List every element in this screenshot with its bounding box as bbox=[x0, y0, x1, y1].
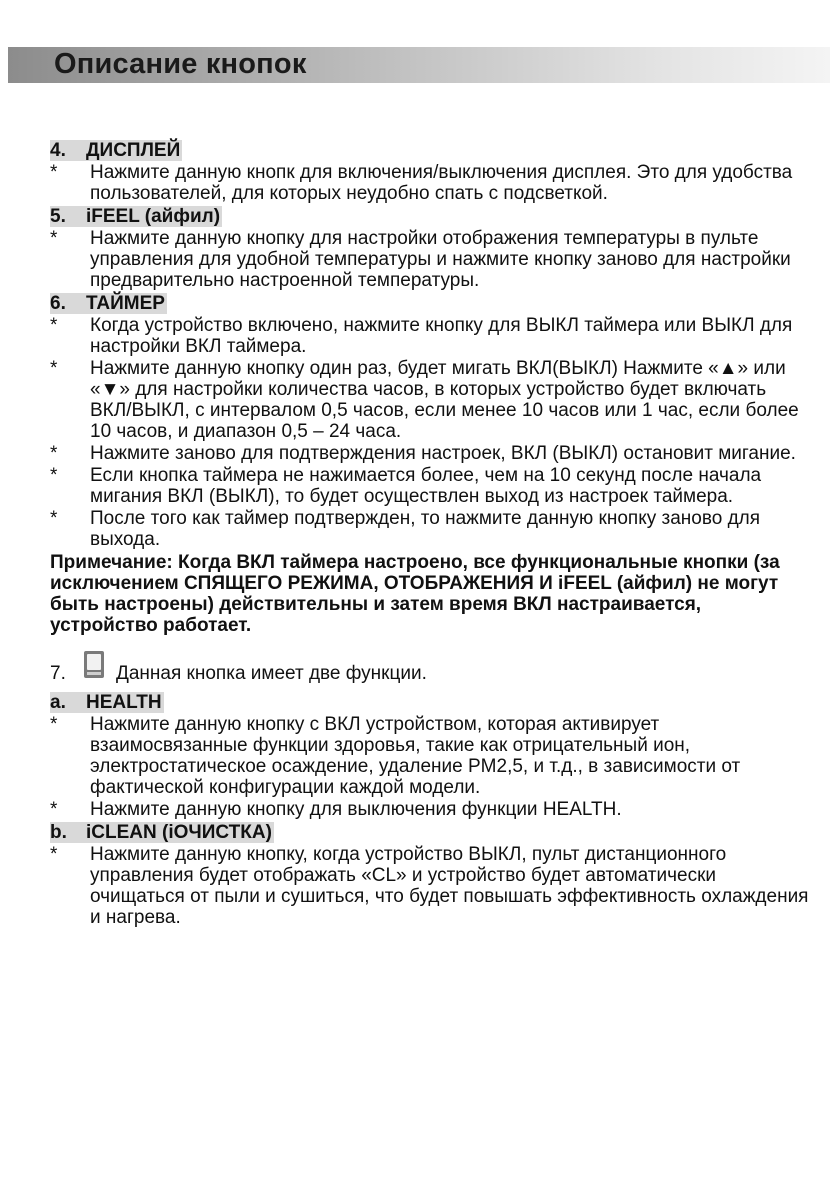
list-item bbox=[50, 228, 810, 291]
list-item bbox=[50, 162, 810, 204]
list-item-text: Когда устройство включено, нажмите кнопку для ВЫКЛ таймера или ВЫКЛ для настройки ВКЛ таймера. bbox=[90, 315, 793, 357]
list-item-text: Нажмите данную кнопку для выключения функции HEALTH. bbox=[90, 799, 622, 820]
page-header-bar bbox=[8, 47, 830, 83]
remote-button-icon bbox=[82, 650, 106, 680]
section-iclean bbox=[50, 822, 810, 928]
item-number: 7. bbox=[50, 663, 66, 684]
list-item bbox=[50, 844, 810, 928]
bullet-star: * bbox=[50, 315, 58, 336]
bullet-star: * bbox=[50, 714, 58, 735]
list-item bbox=[50, 799, 810, 820]
section-ifeel bbox=[50, 206, 810, 291]
section-title: ДИСПЛЕЙ bbox=[86, 140, 181, 161]
item-7 bbox=[50, 654, 810, 684]
section-heading bbox=[50, 293, 167, 314]
page-title: Описание кнопок bbox=[54, 48, 307, 80]
section-number: 6. bbox=[50, 293, 66, 314]
section-display bbox=[50, 140, 810, 204]
section-title: ТАЙМЕР bbox=[86, 293, 165, 314]
timer-note: Примечание: Когда ВКЛ таймера настроено, все функциональные кнопки (за исключением СПЯЩЕГО РЕЖИМА, ОТОБРАЖЕНИЯ И iFEEL (айфил) не могут быть настроены) действительны и затем время ВКЛ настраивается, устройство работает. bbox=[50, 552, 780, 636]
bullet-star: * bbox=[50, 465, 58, 486]
section-title: iCLEAN (iОЧИСТКА) bbox=[86, 822, 272, 843]
bullet-star: * bbox=[50, 228, 58, 249]
bullet-star: * bbox=[50, 162, 58, 183]
list-item bbox=[50, 443, 810, 464]
list-item-text: Нажмите заново для подтверждения настроек, ВКЛ (ВЫКЛ) остановит мигание. bbox=[90, 443, 796, 464]
section-heading bbox=[50, 206, 222, 227]
section-timer bbox=[50, 293, 810, 550]
section-number: b. bbox=[50, 822, 67, 843]
list-item bbox=[50, 465, 810, 507]
section-heading bbox=[50, 822, 274, 843]
bullet-star: * bbox=[50, 358, 58, 379]
bullet-star: * bbox=[50, 443, 58, 464]
list-item-text: Нажмите данную кнопку с ВКЛ устройством, которая активирует взаимосвязанные функции здоровья, такие как отрицательный ион, электростатическое осаждение, удаление PM2,5, и т.д., в зависимости от фактической конфигурации каждой модели. bbox=[90, 714, 741, 798]
bullet-star: * bbox=[50, 844, 58, 865]
list-item bbox=[50, 508, 810, 550]
section-title: HEALTH bbox=[86, 692, 162, 713]
list-item-text: Если кнопка таймера не нажимается более, чем на 10 секунд после начала мигания ВКЛ (ВЫКЛ), то будет осуществлен выход из настроек таймера. bbox=[90, 465, 762, 507]
section-heading bbox=[50, 692, 164, 713]
list-item-text: После того как таймер подтвержден, то нажмите данную кнопку заново для выхода. bbox=[90, 508, 761, 550]
item-text: Данная кнопка имеет две функции. bbox=[116, 663, 427, 684]
list-item-text: Нажмите данную кнопку для настройки отображения температуры в пульте управления для удобной температуры и нажмите кнопку заново для настройки предварительно настроенной температуры. bbox=[90, 228, 791, 291]
section-heading bbox=[50, 140, 182, 161]
list-item bbox=[50, 714, 810, 798]
section-number: a. bbox=[50, 692, 66, 713]
bullet-star: * bbox=[50, 799, 58, 820]
list-item-text: Нажмите данную кнопку, когда устройство ВЫКЛ, пульт дистанционного управления будет отображать «CL» и устройство будет автоматически очищаться от пыли и сушиться, что будет повышать эффективность охлаждения и нагрева. bbox=[90, 844, 809, 928]
list-item-text: Нажмите данную кнопку один раз, будет мигать ВКЛ(ВЫКЛ) Нажмите «▲» или «▼» для настройки количества часов, в которых устройство будет включать ВКЛ/ВЫКЛ, с интервалом 0,5 часов, если менее 10 часов или 1 час, если более 10 часов, и диапазон 0,5 – 24 часа. bbox=[90, 358, 799, 442]
manual-content bbox=[50, 138, 810, 929]
list-item bbox=[50, 315, 810, 357]
bullet-star: * bbox=[50, 508, 58, 529]
list-item bbox=[50, 358, 810, 442]
list-item-text: Нажмите данную кнопк для включения/выключения дисплея. Это для удобства пользователей, для которых неудобно спать с подсветкой. bbox=[90, 162, 793, 204]
section-title: iFEEL (айфил) bbox=[86, 206, 221, 227]
section-health bbox=[50, 692, 810, 820]
section-number: 5. bbox=[50, 206, 66, 227]
section-number: 4. bbox=[50, 140, 66, 161]
